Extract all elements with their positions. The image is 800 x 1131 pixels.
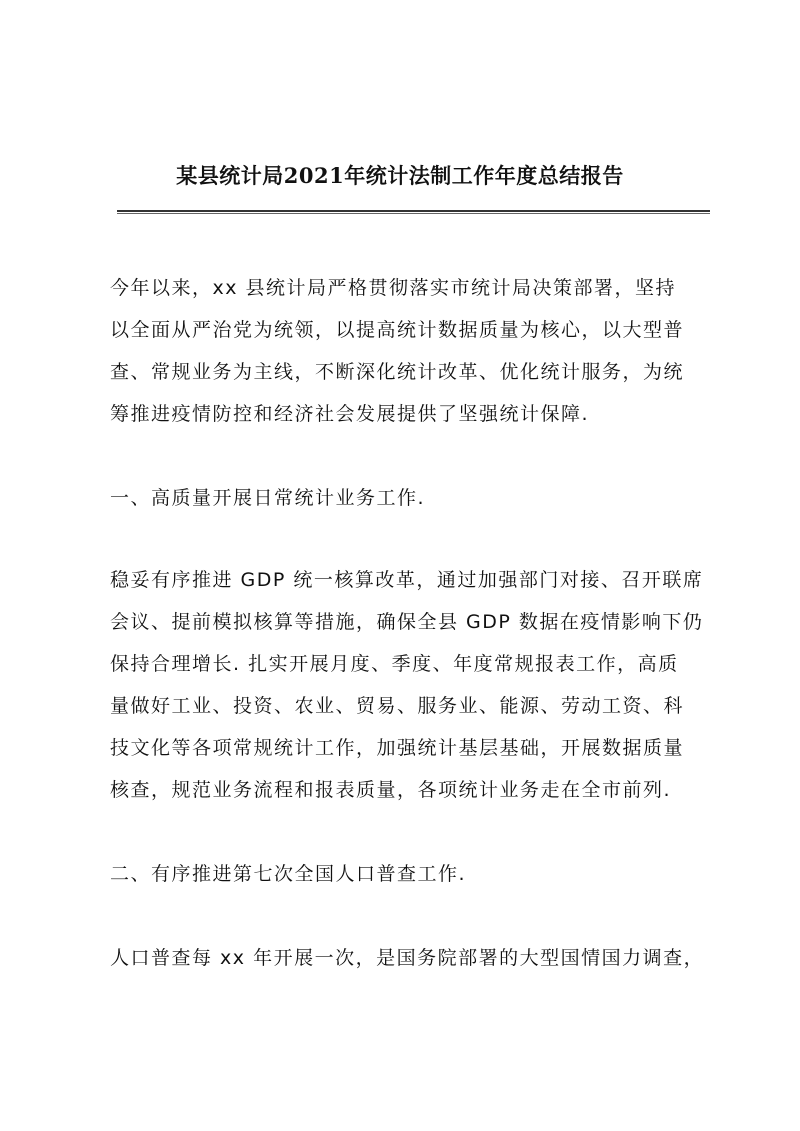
section-1-line: 技文化等各项常规统计工作，加强统计基层基础，开展数据质量: [110, 737, 685, 759]
section-1-heading: 一、高质量开展日常统计业务工作.: [110, 487, 426, 509]
section-1-line: 会议、提前模拟核算等措施，确保全县 GDP 数据在疫情影响下仍: [110, 611, 704, 633]
section-1-line: 核查，规范业务流程和报表质量，各项统计业务走在全市前列.: [110, 779, 672, 801]
section-1-line: 稳妥有序推进 GDP 统一核算改革，通过加强部门对接、召开联席: [110, 569, 704, 591]
title-divider: [117, 210, 710, 214]
intro-line: 今年以来，xx 县统计局严格贯彻落实市统计局决策部署，坚持: [110, 277, 677, 299]
intro-line: 查、常规业务为主线，不断深化统计改革、优化统计服务，为统: [110, 361, 685, 383]
section-2-line: 人口普查每 xx 年开展一次，是国务院部署的大型国情国力调查，: [110, 947, 705, 969]
section-1-line: 量做好工业、投资、农业、贸易、服务业、能源、劳动工资、科: [110, 695, 685, 717]
section-1-line: 保持合理增长. 扎实开展月度、季度、年度常规报表工作，高质: [110, 653, 679, 675]
intro-line: 筹推进疫情防控和经济社会发展提供了坚强统计保障.: [110, 403, 590, 425]
section-2-heading: 二、有序推进第七次全国人口普查工作.: [110, 863, 467, 885]
document-title: 某县统计局2021年统计法制工作年度总结报告: [176, 163, 624, 188]
intro-line: 以全面从严治党为统领，以提高统计数据质量为核心，以大型普: [110, 319, 685, 341]
